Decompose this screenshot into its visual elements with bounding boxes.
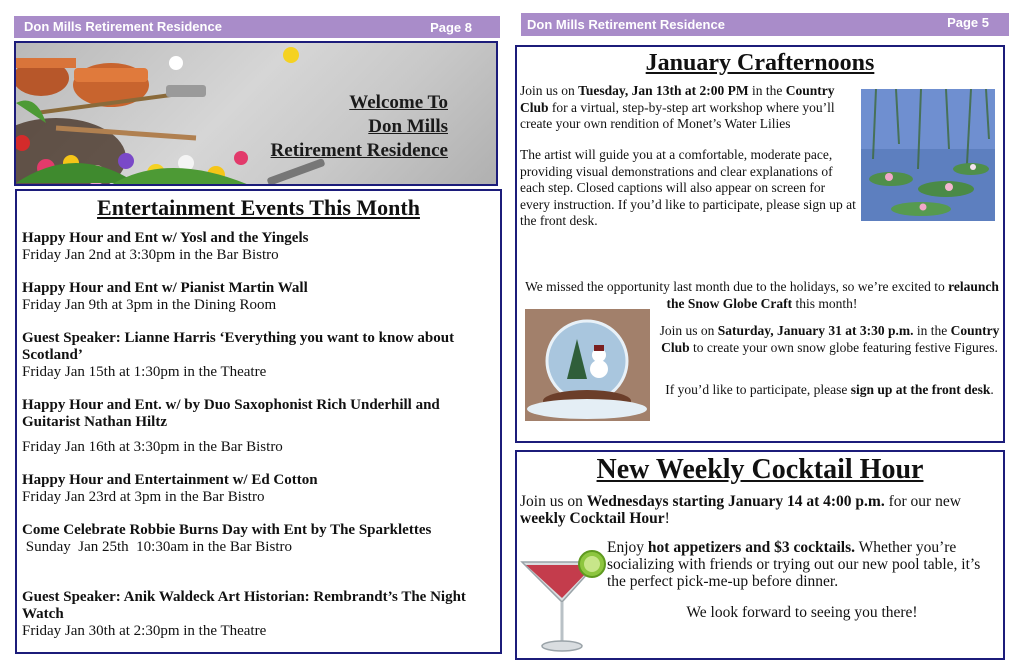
welcome-banner <box>14 41 498 186</box>
event-title: Happy Hour and Ent. w/ by Duo Saxophonist Rich Underhill and Guitarist Nathan Hiltz <box>22 397 440 430</box>
martini-glass-icon <box>520 550 608 654</box>
snow-globe-image <box>525 309 650 421</box>
event-item <box>22 589 497 640</box>
welcome-line-1: Welcome To <box>349 92 448 113</box>
event-item <box>22 280 497 314</box>
cocktail-closing: We look forward to seeing you there! <box>686 604 918 621</box>
event-item <box>22 522 497 556</box>
event-item <box>22 472 497 506</box>
snow-globe-intro: We missed the opportunity last month due to the holidays, so we’re excited to relaunch the Snow Globe Craft this month! <box>525 279 999 311</box>
right-header-org: Don Mills Retirement Residence <box>527 17 725 32</box>
welcome-line-3: Retirement Residence <box>270 140 448 161</box>
cocktail-heading: New Weekly Cocktail Hour <box>596 454 924 485</box>
welcome-title <box>271 91 448 163</box>
cocktail-hour-section <box>515 450 1005 660</box>
event-title: Happy Hour and Ent w/ Yosl and the Yingels <box>22 230 309 246</box>
snow-globe-signup: If you’d like to participate, please sign up at the front desk. <box>665 382 994 397</box>
event-title: Come Celebrate Robbie Burns Day with Ent by The Sparklettes <box>22 522 432 538</box>
events-heading: Entertainment Events This Month <box>97 195 420 220</box>
cocktail-details: Enjoy hot appetizers and $3 cocktails. Whether you’re socializing with friends or trying out our new pool table, it’s the perfect pick-me-up before dinner. <box>607 539 981 590</box>
left-page-header <box>14 16 500 38</box>
event-detail: Friday Jan 23rd at 3pm in the Bar Bistro <box>22 489 265 505</box>
right-page-number: Page 5 <box>947 15 989 30</box>
event-title: Guest Speaker: Lianne Harris ‘Everything you want to know about Scotland’ <box>22 330 455 363</box>
left-page-number: Page 8 <box>430 20 472 35</box>
event-detail: Friday Jan 16th at 3:30pm in the Bar Bistro <box>22 439 283 455</box>
crafternoons-section <box>515 45 1005 443</box>
event-title: Happy Hour and Entertainment w/ Ed Cotton <box>22 472 318 488</box>
event-detail: Sunday Jan 25th 10:30am in the Bar Bistro <box>22 539 292 555</box>
right-page-header <box>521 13 1009 36</box>
welcome-line-2: Don Mills <box>368 116 448 137</box>
event-title: Guest Speaker: Anik Waldeck Art Historian: Rembrandt’s The Night Watch <box>22 589 466 622</box>
crafternoons-details: The artist will guide you at a comfortable, moderate pace, providing visual demonstrations and clear explanations of each step. Closed captions will also appear on screen for every instruction. If you’d like to participate, please sign up at the front desk. <box>520 147 856 228</box>
event-title: Happy Hour and Ent w/ Pianist Martin Wall <box>22 280 308 296</box>
left-header-org: Don Mills Retirement Residence <box>24 19 222 34</box>
crafternoons-heading: January Crafternoons <box>645 50 875 76</box>
event-item <box>22 330 497 381</box>
entertainment-events-section <box>15 189 502 654</box>
crafternoons-intro: Join us on Tuesday, Jan 13th at 2:00 PM in the Country Club for a virtual, step-by-step art workshop where you’ll create your own rendition of Monet’s Water Lilies <box>520 83 835 131</box>
event-item <box>22 230 497 264</box>
cocktail-intro: Join us on Wednesdays starting January 14 at 4:00 p.m. for our new weekly Cocktail Hour! <box>520 493 961 527</box>
event-detail: Friday Jan 9th at 3pm in the Dining Room <box>22 297 277 313</box>
water-lilies-painting <box>861 89 995 221</box>
event-detail: Friday Jan 30th at 2:30pm in the Theatre <box>22 623 267 639</box>
snow-globe-details: Join us on Saturday, January 31 at 3:30 p.m. in the Country Club to create your own snow globe featuring festive Figures. <box>659 323 1000 355</box>
event-detail: Friday Jan 15th at 1:30pm in the Theatre <box>22 364 267 380</box>
event-detail: Friday Jan 2nd at 3:30pm in the Bar Bistro <box>22 247 279 263</box>
event-item <box>22 397 497 456</box>
